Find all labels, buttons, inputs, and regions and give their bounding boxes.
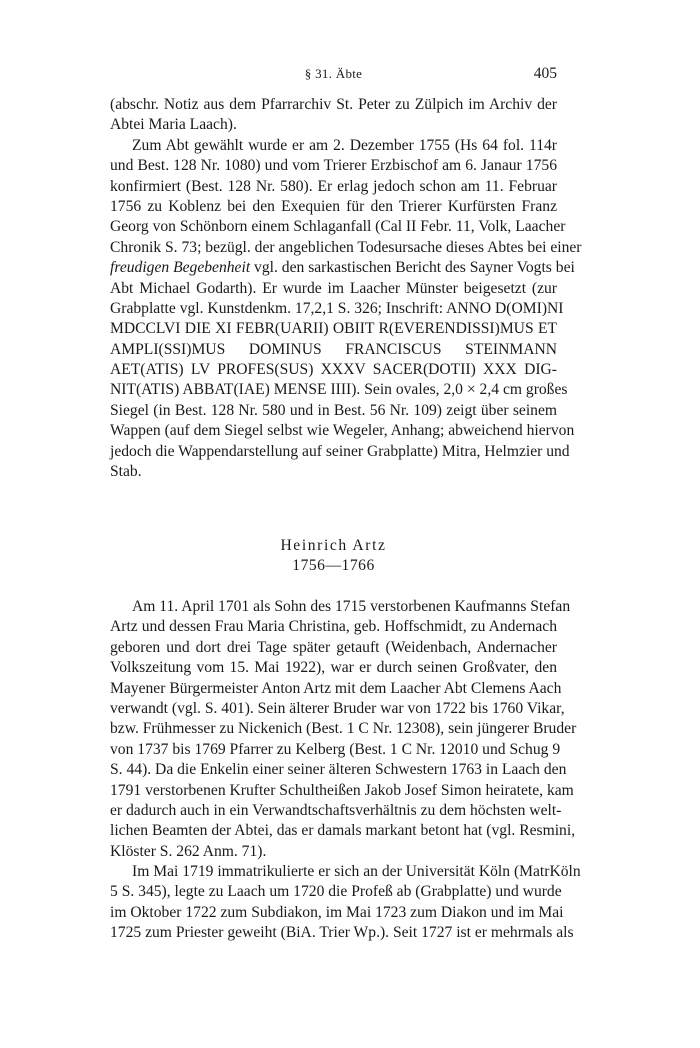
text-line: Georg von Schönborn einem Schlaganfall (Cal II Febr. 11, Volk, Laacher xyxy=(110,218,566,236)
text-line: AMPLI(SSI)MUS DOMINUS FRANCISCUS STEINMANN xyxy=(110,340,557,358)
text-line: 1756 zu Koblenz bei den Exequien für den Trierer Kurfürsten Franz xyxy=(110,197,557,215)
text-line: und Best. 128 Nr. 1080) und vom Trierer Erzbischof am 6. Janaur 1756 xyxy=(110,157,557,175)
text-line-rest: vgl. den sarkastischen Bericht des Sayner Vogts bei xyxy=(250,259,575,277)
text-line: Stab. xyxy=(110,463,142,481)
text-line xyxy=(110,258,575,278)
abbot-years: 1756—1766 xyxy=(292,557,375,574)
text-line: 1725 zum Priester geweiht (BiA. Trier Wp.). Seit 1727 ist er mehrmals als xyxy=(110,924,574,942)
text-line: Abtei Maria Laach). xyxy=(110,116,237,134)
text-line: im Oktober 1722 zum Subdiakon, im Mai 1723 zum Diakon und im Mai xyxy=(110,903,564,921)
italic-phrase: freudigen Begebenheit xyxy=(110,259,251,277)
text-line: Mayener Bürgermeister Anton Artz mit dem Laacher Abt Clemens Aach xyxy=(110,679,562,697)
text-line: 5 S. 345), legte zu Laach um 1720 die Profeß ab (Grabplatte) und wurde xyxy=(110,883,562,901)
text-line: MDCCLVI DIE XI FEBR(UARII) OBIIT R(EVERENDISSI)MUS ET xyxy=(110,320,557,338)
text-line: Am 11. April 1701 als Sohn des 1715 verstorbenen Kaufmanns Stefan xyxy=(132,598,571,615)
text-line: Zum Abt gewählt wurde er am 2. Dezember 1755 (Hs 64 fol. 114r xyxy=(132,136,557,154)
text-line: Klöster S. 262 Anm. 71). xyxy=(110,842,267,860)
text-line: jedoch die Wappendarstellung auf seiner Grabplatte) Mitra, Helmzier und xyxy=(110,442,570,460)
body-text-bottom xyxy=(110,597,581,944)
text-line: er dadurch auch in ein Verwandtschaftsverhältnis zu dem höchsten welt- xyxy=(110,801,562,819)
text-line: Volkszeitung vom 15. Mai 1922), war er durch seinen Großvater, den xyxy=(110,659,557,677)
text-line: verwandt (vgl. S. 401). Sein älterer Bruder war von 1722 bis 1760 Vikar, xyxy=(110,699,565,717)
running-title: § 31. Äbte xyxy=(304,66,363,81)
text-line: (abschr. Notiz aus dem Pfarrarchiv St. Peter zu Zülpich im Archiv der xyxy=(110,96,557,113)
text-line: bzw. Frühmesser zu Nickenich (Best. 1 C Nr. 12308), sein jüngerer Bruder xyxy=(110,720,577,738)
text-line: S. 44). Da die Enkelin einer seiner älteren Schwestern 1763 in Laach den xyxy=(110,761,567,779)
text-line: 1791 verstorbenen Krufter Schultheißen Jakob Josef Simon heiratete, kam xyxy=(110,781,574,799)
text-line: Chronik S. 73; bezügl. der angeblichen Todesursache dieses Abtes bei einer xyxy=(110,238,582,256)
text-line: geboren und dort drei Tage später getauft (Weidenbach, Andernacher xyxy=(110,638,557,656)
text-line: lichen Beamten der Abtei, das er damals markant betont hat (vgl. Resmini, xyxy=(110,822,576,840)
text-line: AET(ATIS) LV PROFES(SUS) XXXV SACER(DOTII) XXX DIG- xyxy=(110,361,557,379)
text-line: Abt Michael Godarth). Er wurde im Laacher Münster beigesetzt (zur xyxy=(110,279,557,297)
text-line: Artz und dessen Frau Maria Christina, geb. Hoffschmidt, zu Andernach xyxy=(110,618,557,636)
page-number: 405 xyxy=(533,65,557,82)
text-line: Im Mai 1719 immatrikulierte er sich an der Universität Köln (MatrKöln xyxy=(132,863,581,881)
abbot-name: Heinrich Artz xyxy=(280,537,387,554)
text-line: Grabplatte vgl. Kunstdenkm. 17,2,1 S. 326; Inschrift: ANNO D(OMI)NI xyxy=(110,299,564,317)
text-line: konfirmiert (Best. 128 Nr. 580). Er erlag jedoch schon am 11. Februar xyxy=(110,177,557,195)
body-text-top xyxy=(110,95,582,482)
text-line: NIT(ATIS) ABBAT(IAE) MENSE IIII). Sein ovales, 2,0 × 2,4 cm großes xyxy=(110,381,568,399)
text-line: Siegel (in Best. 128 Nr. 580 und in Best. 56 Nr. 109) zeigt über seinem xyxy=(110,401,557,419)
running-head xyxy=(110,66,557,84)
section-heading xyxy=(110,536,557,576)
text-line: von 1737 bis 1769 Pfarrer zu Kelberg (Best. 1 C Nr. 12010 und Schug 9 xyxy=(110,740,561,758)
text-line: Wappen (auf dem Siegel selbst wie Wegeler, Anhang; abweichend hiervon xyxy=(110,422,575,440)
